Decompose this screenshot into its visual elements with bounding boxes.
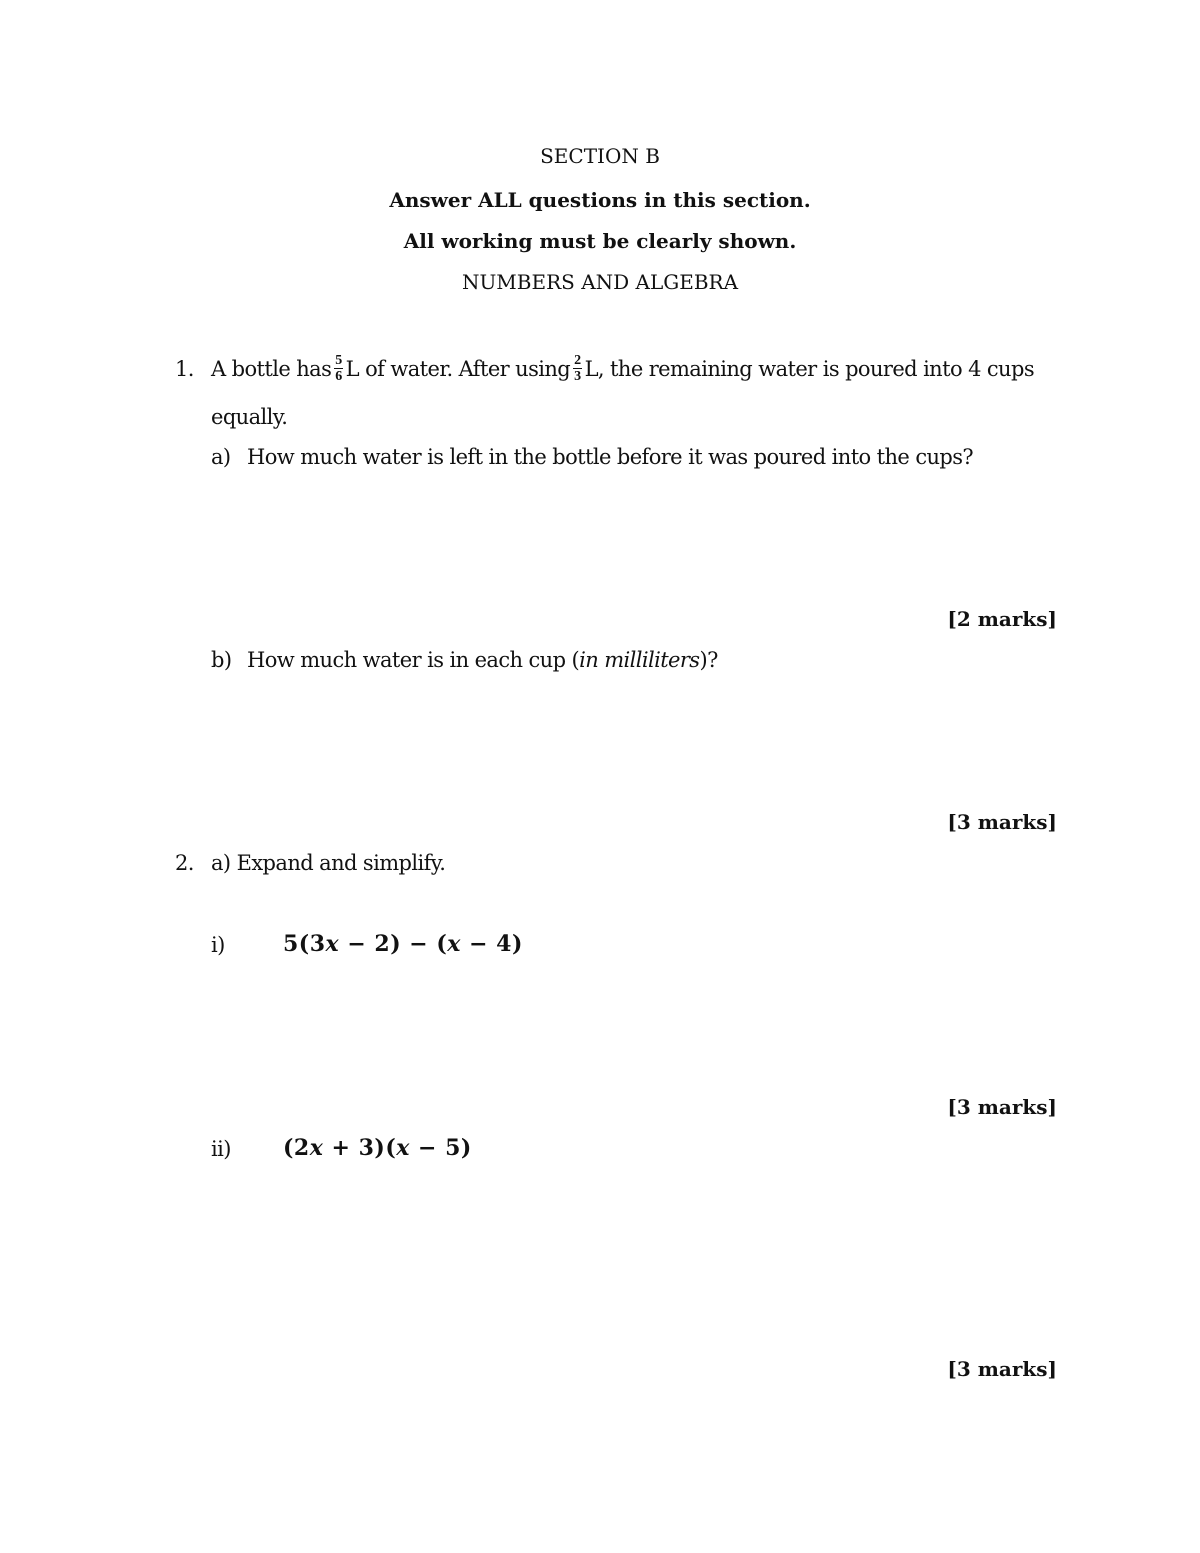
q2-number: 2.	[175, 851, 194, 875]
q1b-label: b)	[211, 648, 232, 672]
q2i-expr-p2: − 2) − (	[339, 931, 448, 957]
frac1-numerator: 5	[335, 353, 342, 368]
q2ii-expr-p3: − 5)	[409, 1135, 472, 1161]
q2i-expression	[283, 931, 523, 957]
q1b-marks: [3 marks]	[947, 810, 1057, 834]
q1-stem	[211, 349, 1034, 389]
q2ii-expression	[283, 1135, 472, 1161]
section-title: SECTION B	[540, 144, 660, 168]
q1a-marks: [2 marks]	[947, 607, 1057, 631]
fraction-five-sixths	[334, 353, 342, 384]
q1-text-b: L of water. After using	[345, 357, 571, 381]
frac1-denominator: 6	[335, 369, 342, 384]
q2i-expr-p3: − 4)	[460, 931, 523, 957]
q1b-text-pre: How much water is in each cup (	[247, 648, 580, 672]
q2ii-label: ii)	[211, 1137, 231, 1161]
q1-text-c: L, the remaining water is poured into 4 cups	[584, 357, 1035, 381]
q1-text-d: equally.	[211, 405, 288, 429]
instruction-working: All working must be clearly shown.	[403, 229, 797, 253]
q2i-expr-v2: x	[447, 931, 461, 957]
q2ii-expr-v1: x	[309, 1135, 324, 1161]
q1b-text-post: )?	[699, 648, 718, 672]
q2ii-expr-p2: + 3)(	[323, 1135, 397, 1161]
q2ii-expr-v2: x	[396, 1135, 410, 1161]
topic-title: NUMBERS AND ALGEBRA	[461, 270, 739, 294]
q2i-label: i)	[211, 933, 225, 957]
q2i-expr-v1: x	[325, 931, 340, 957]
q1b-text-italic: in milliliters	[579, 648, 700, 672]
q1-text-a: A bottle has	[211, 357, 332, 381]
frac2-numerator: 2	[574, 353, 581, 368]
q1-number: 1.	[175, 357, 194, 381]
q1a-label: a)	[211, 445, 231, 469]
q2i-marks: [3 marks]	[947, 1095, 1057, 1119]
q2ii-marks: [3 marks]	[947, 1357, 1057, 1381]
q2-stem: a) Expand and simplify.	[211, 851, 446, 875]
q2i-expr-p1: 5(3	[283, 931, 326, 957]
instruction-answer-all: Answer ALL questions in this section.	[389, 188, 811, 212]
fraction-two-thirds	[573, 353, 581, 384]
frac2-denominator: 3	[574, 369, 581, 384]
q1b-question	[247, 648, 718, 672]
q1a-question: How much water is left in the bottle before it was poured into the cups?	[247, 445, 974, 469]
q2ii-expr-p1: (2	[283, 1135, 310, 1161]
